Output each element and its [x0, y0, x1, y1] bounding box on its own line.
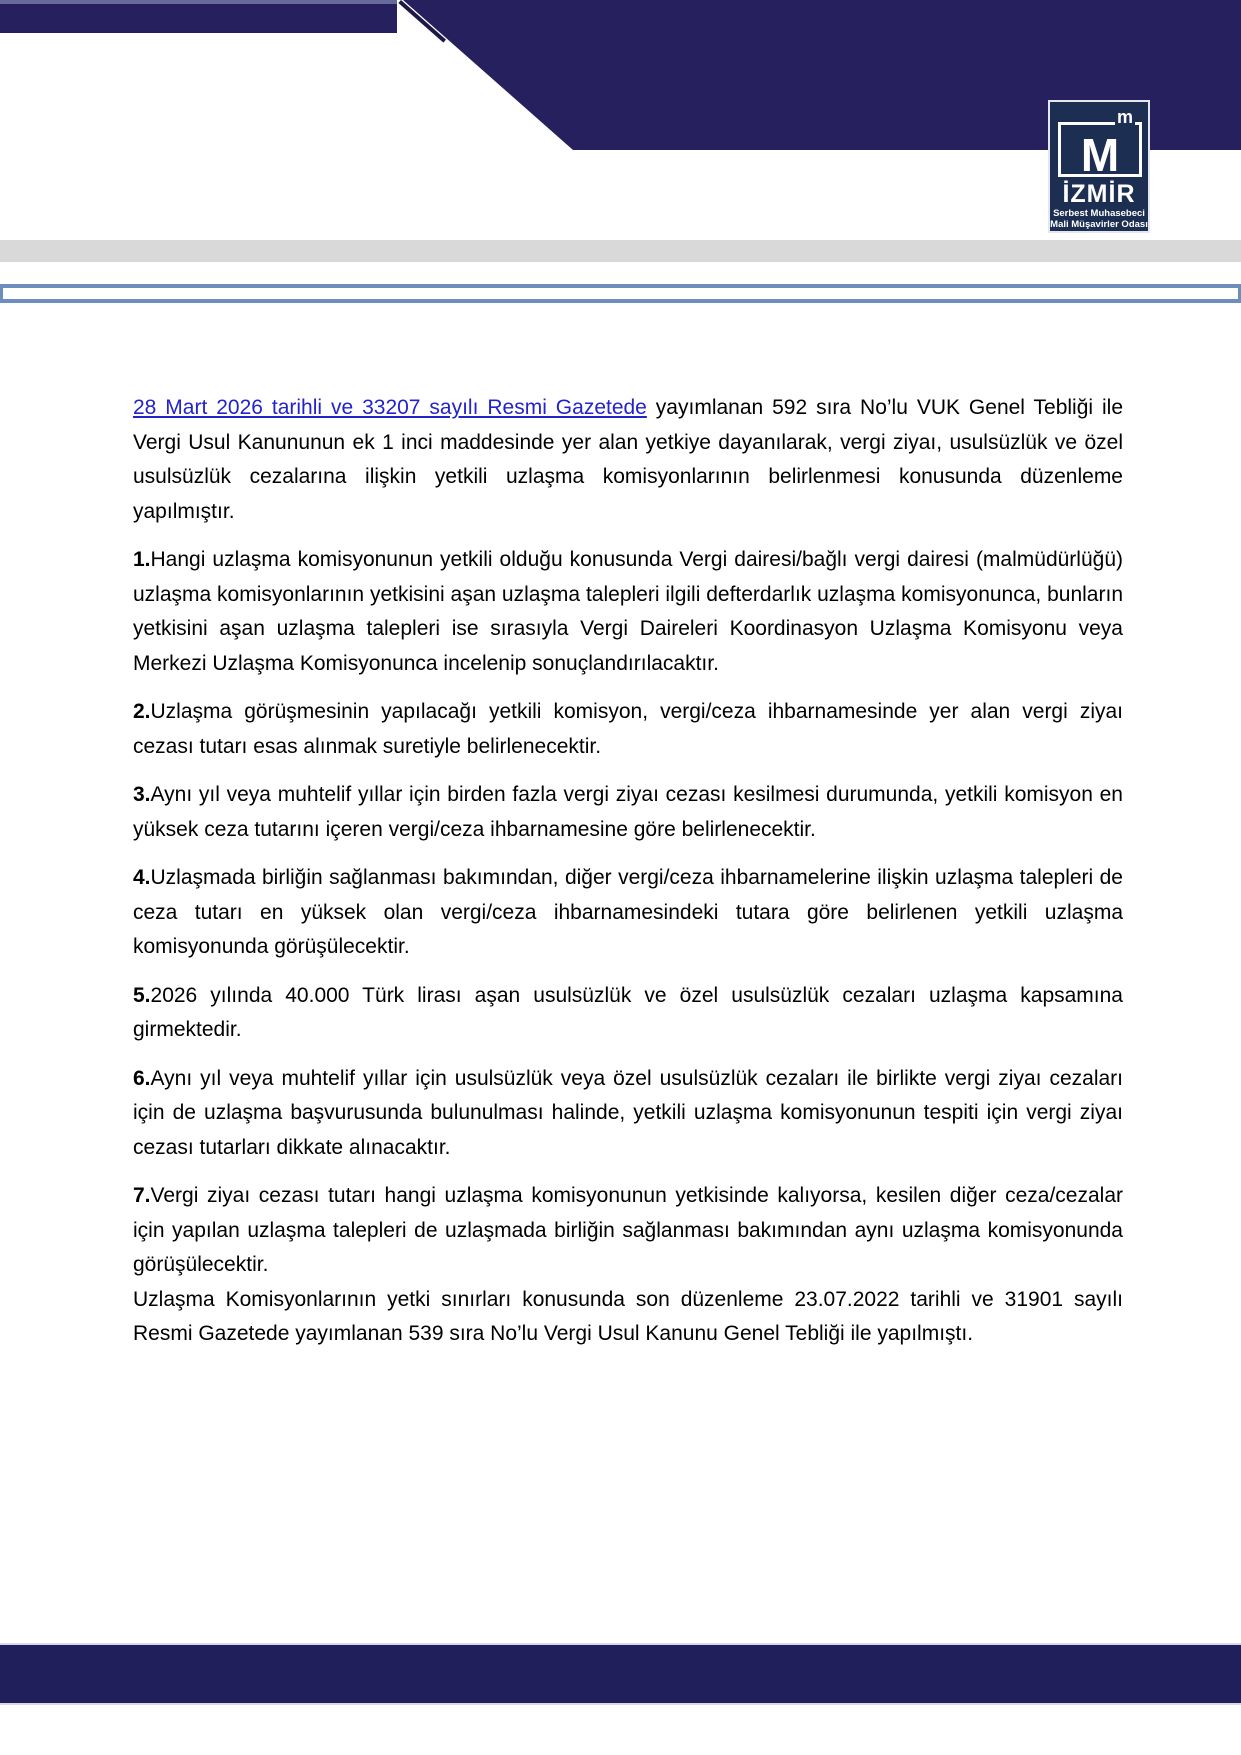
item-paragraph-7 [133, 1179, 1123, 1283]
item-paragraph-6 [133, 1062, 1123, 1166]
header-gray-bar [0, 240, 1241, 262]
footer-band [0, 1643, 1241, 1705]
item-paragraph-3 [133, 778, 1123, 847]
item-number: 5. [133, 983, 151, 1007]
item-text: Uzlaşmada birliğin sağlanması bakımından, diğer vergi/ceza ihbarnamelerine ilişkin uzlaşma talepleri de ceza tutarı en yüksek olan vergi/ceza ihbarnamesindeki tutara göre belirlenen yetkili uzlaşma komisyonunda görüşülecektir. [133, 866, 1123, 958]
header-rule-bar [0, 284, 1241, 303]
logo-subtitle-line2: Mali Müşavirler Odası [1050, 219, 1148, 230]
logo-m-small: m [1116, 107, 1133, 127]
item-number: 1. [133, 548, 151, 571]
item-number: 7. [133, 1184, 151, 1207]
item-text: Hangi uzlaşma komisyonunun yetkili olduğu konusunda Vergi dairesi/bağlı vergi dairesi (malmüdürlüğü) uzlaşma komisyonlarının yetkisini aşan uzlaşma talepleri ilgili defterdarlık uzlaşma komisyonunca, bunların yetkisini aşan uzlaşma talepleri ise sırasıyla Vergi Daireleri Koordinasyon Uzlaşma Komisyonu veya Merkezi Uzlaşma Komisyonunca incelenip sonuçlandırılacaktır. [133, 548, 1123, 675]
item-paragraph-4 [133, 861, 1123, 965]
intro-paragraph [133, 391, 1123, 529]
item-text: Uzlaşma görüşmesinin yapılacağı yetkili komisyon, vergi/ceza ihbarnamesinde yer alan vergi ziyaı cezası tutarı esas alınmak suretiyle belirlenecektir. [133, 700, 1123, 758]
logo-m-mark [1058, 107, 1142, 181]
item-paragraph-2 [133, 695, 1123, 764]
logo-subtitle-line1: Serbest Muhasebeci [1053, 208, 1145, 219]
item-text: Vergi ziyaı cezası tutarı hangi uzlaşma komisyonunun yetkisinde kalıyorsa, kesilen diğer ceza/cezalar için yapılan uzlaşma talepleri de uzlaşmada birliğin sağlanması bakımından aynı uzlaşma komisyonunda görüşülecektir. [133, 1184, 1123, 1276]
header-left-band [0, 0, 397, 33]
item-number: 2. [133, 700, 151, 723]
item-text: Aynı yıl veya muhtelif yıllar için usulsüzlük veya özel usulsüzlük cezaları ile birlikte vergi ziyaı cezaları için de uzlaşma başvurusunda bulunulması halinde, yetkili uzlaşma komisyonunun tespiti için vergi ziyaı cezası tutarları dikkate alınacaktır. [133, 1066, 1123, 1159]
resmi-gazete-link[interactable]: 28 Mart 2026 tarihli ve 33207 sayılı Resmi Gazetede [133, 396, 647, 419]
item-text: 2026 yılında 40.000 Türk lirası aşan usulsüzlük ve özel usulsüzlük cezaları uzlaşma kapsamına girmektedir. [133, 983, 1123, 1041]
logo-city-name: İZMİR [1062, 180, 1136, 208]
item-paragraph-1 [133, 543, 1123, 681]
izmir-smmm-logo [1048, 100, 1150, 233]
item-number: 6. [133, 1066, 151, 1090]
closing-paragraph [133, 1283, 1123, 1352]
logo-subtitle [1050, 208, 1148, 230]
intro-text: yayımlanan 592 sıra No’lu VUK Genel Tebliği ile Vergi Usul Kanununun ek 1 inci maddesinde yer alan yetkiye dayanılarak, vergi ziyaı, usulsüzlük ve özel usulsüzlük cezalarına ilişkin yetkili uzlaşma komisyonlarının belirlenmesi konusunda düzenleme yapılmıştır. [133, 396, 1123, 523]
logo-m-large: M [1080, 129, 1120, 181]
item-number: 4. [133, 866, 151, 889]
item-paragraph-5 [133, 979, 1123, 1048]
item-number: 3. [133, 783, 151, 806]
closing-text: Uzlaşma Komisyonlarının yetki sınırları konusunda son düzenleme 23.07.2022 tarihli ve 31901 sayılı Resmi Gazetede yayımlanan 539 sıra No’lu Vergi Usul Kanunu Genel Tebliği ile yapılmıştı. [133, 1287, 1123, 1345]
document-body [133, 391, 1123, 1352]
item-text: Aynı yıl veya muhtelif yıllar için birden fazla vergi ziyaı cezası kesilmesi durumunda, yetkili komisyon en yüksek ceza tutarını içeren vergi/ceza ihbarnamesine göre belirlenecektir. [133, 783, 1123, 841]
